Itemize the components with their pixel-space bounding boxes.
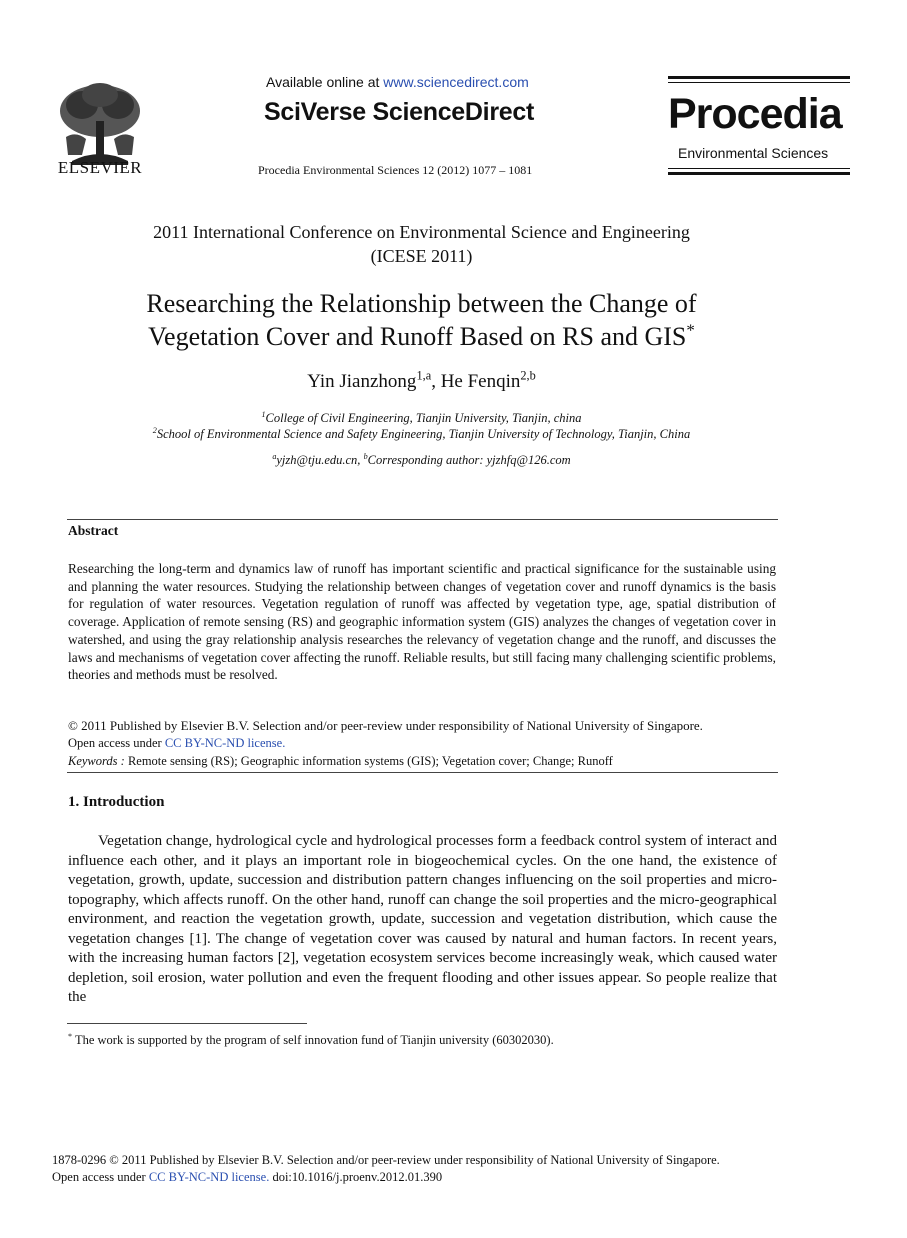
- affiliation-1: [0, 411, 875, 426]
- sciencedirect-link[interactable]: www.sciencedirect.com: [383, 74, 529, 90]
- affiliation-2: [0, 427, 875, 442]
- keywords-text: Remote sensing (RS); Geographic information systems (GIS); Vegetation cover; Change; Runoff: [127, 754, 613, 768]
- available-online: [266, 74, 529, 90]
- sciverse-logo: SciVerse ScienceDirect: [264, 98, 534, 126]
- abstract-top-rule: [67, 519, 778, 520]
- introduction-heading: 1. Introduction: [68, 794, 165, 810]
- author-separator: ,: [431, 371, 441, 392]
- title-line-1: Researching the Relationship between the Change of: [146, 289, 697, 318]
- abstract-text: Researching the long-term and dynamics law of runoff has important scientific and practical significance for the sustainable using and planning the water resources. Studying the relationship between changes of vegetation cover and runoff dynamics is the basis for regulation of water resources. Vegetation regulation of runoff was affected by vegetation type, age, spatial distribution of coverage. Application of remote sensing (RS) and geographic information system (GIS) analyzes the changes of vegetation cover in watershed, and using the gray relationship analysis researches the relevancy of vegetation change and the runoff, and discusses the laws and mechanisms of vegetation cover affecting the runoff. Reliable results, but still facing many challenging scientific problems, theories and methods must be resolved.: [68, 561, 776, 683]
- footnote: [68, 1033, 554, 1048]
- footnote-rule: [67, 1023, 307, 1024]
- license-link[interactable]: CC BY-NC-ND license.: [164, 736, 286, 750]
- footer-license-line: [52, 1170, 442, 1185]
- title-line-2: Vegetation Cover and Runoff Based on RS and GIS: [148, 322, 687, 351]
- open-access-line: [68, 736, 285, 751]
- footer-license-link[interactable]: CC BY-NC-ND license.: [148, 1170, 270, 1184]
- aff1-sup: 1: [261, 409, 266, 419]
- paper-title: [0, 287, 875, 353]
- copyright-line: © 2011 Published by Elsevier B.V. Selection and/or peer-review under responsibility of National University of Singapore.: [68, 718, 703, 733]
- email-a-sup: a: [272, 451, 277, 461]
- procedia-subtitle: Environmental Sciences: [678, 145, 829, 161]
- aff1-text: College of Civil Engineering, Tianjin University, Tianjin, china: [265, 411, 582, 425]
- aff2-text: School of Environmental Science and Safety Engineering, Tianjin University of Technology, Tianjin, China: [156, 427, 691, 441]
- footer-open-access-prefix: Open access under: [52, 1170, 149, 1184]
- conference-abbr: (ICESE 2011): [370, 246, 473, 266]
- emails: [0, 453, 875, 468]
- footer-issn-line: 1878-0296 © 2011 Published by Elsevier B.V. Selection and/or peer-review under responsibility of National University of Singapore.: [52, 1153, 720, 1167]
- keywords-label: Keywords :: [68, 754, 128, 768]
- abstract-bottom-rule: [67, 772, 778, 773]
- email-b: Corresponding author: yjzhfq@126.com: [367, 453, 571, 467]
- footer-doi: doi:10.1016/j.proenv.2012.01.390: [269, 1170, 443, 1184]
- authors: [0, 368, 875, 393]
- title-footnote-mark: *: [686, 320, 695, 340]
- email-a: yjzh@tju.edu.cn,: [276, 453, 364, 467]
- author-2-sup: 2,b: [520, 368, 536, 383]
- abstract-heading: Abstract: [68, 523, 119, 538]
- available-prefix: Available online at: [266, 74, 384, 90]
- publisher-name: ELSEVIER: [57, 158, 143, 177]
- footnote-text: The work is supported by the program of self innovation fund of Tianjin university (60302030).: [72, 1033, 554, 1047]
- aff2-sup: 2: [152, 425, 157, 435]
- procedia-title: Procedia: [668, 90, 842, 138]
- journal-reference: Procedia Environmental Sciences 12 (2012) 1077 – 1081: [258, 163, 533, 177]
- email-b-sup: b: [363, 451, 368, 461]
- open-access-prefix: Open access under: [68, 736, 165, 750]
- author-2: He Fenqin: [440, 371, 521, 392]
- author-1: Yin Jianzhong: [307, 371, 417, 392]
- conference-name: 2011 International Conference on Environmental Science and Engineering: [153, 222, 690, 242]
- keywords-line: [68, 754, 613, 769]
- author-1-sup: 1,a: [416, 368, 432, 383]
- introduction-text: Vegetation change, hydrological cycle and hydrological processes form a feedback control system of interact and influence each other, and it plays an important role in biogeochemical cycles. On the one hand, the existence of vegetation, growth, update, succession and distribution pattern changes influencing on the soil properties and micro-topography, which affects runoff. On the other hand, runoff can change the soil properties and the micro-geographical environment, and reaction the vegetation growth, update, succession and vegetation distribution, which cause the vegetation changes [1]. The change of vegetation cover was caused by natural and human factors. In recent years, with the increasing human factors [2], vegetation ecosystem services become increasingly weak, which caused water depletion, soil erosion, water pollution and even the frequent flooding and other issues appear. So people realize that the: [68, 833, 777, 1005]
- footnote-mark: *: [68, 1031, 73, 1041]
